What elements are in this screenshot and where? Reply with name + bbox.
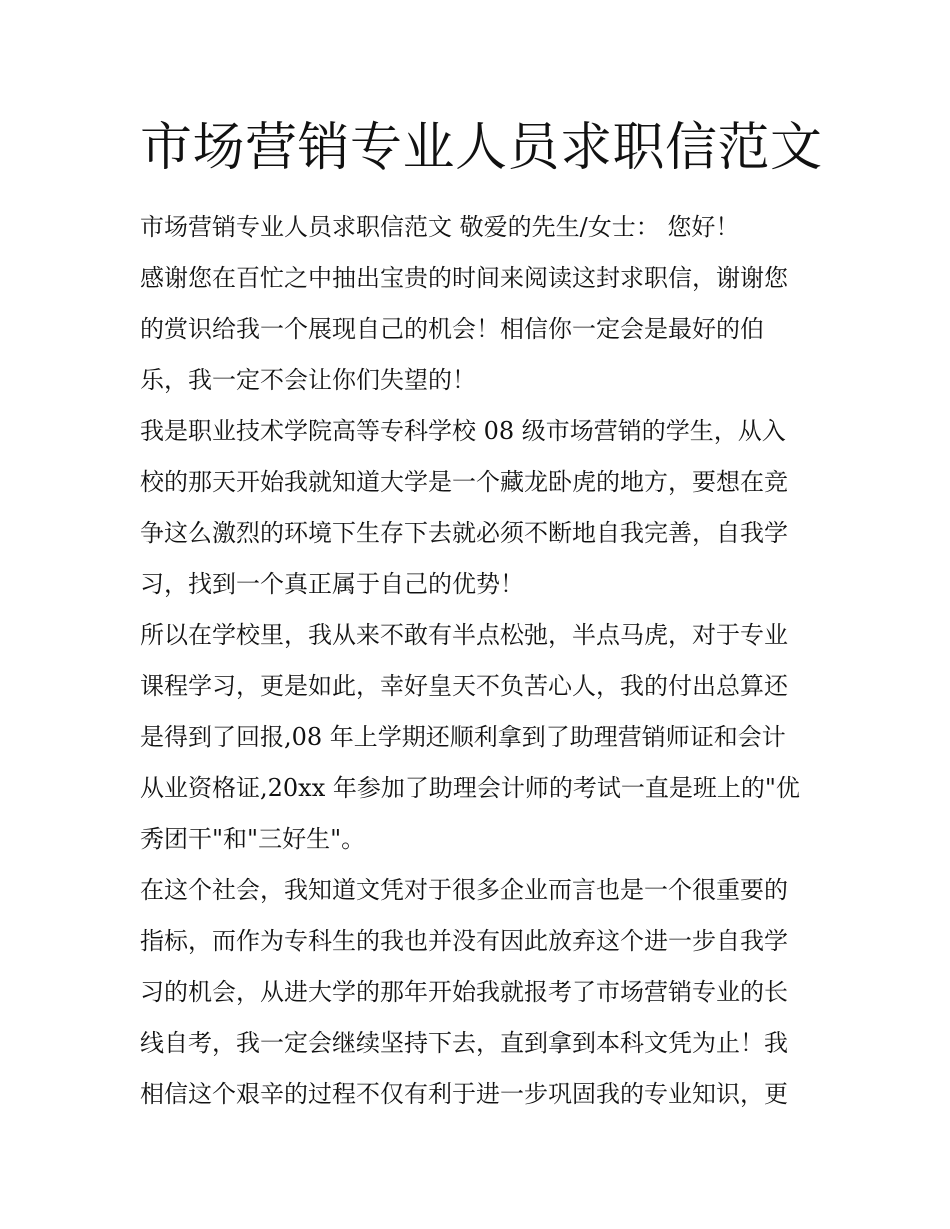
body-line: 习的机会，从进大学的那年开始我就报考了市场营销专业的长 [140,978,788,1006]
body-line: 所以在学校里，我从来不敢有半点松弛，半点马虎，对于专业 [140,621,788,649]
body-line: 市场营销专业人员求职信范文 敬爱的先生/女士： 您好！ [140,213,740,241]
body-line: 线自考，我一定会继续坚持下去，直到拿到本科文凭为止！我 [140,1029,788,1057]
body-line: 在这个社会，我知道文凭对于很多企业而言也是一个很重要的 [140,876,788,904]
document-body [140,202,820,1120]
body-line: 的赏识给我一个展现自己的机会！相信你一定会是最好的伯 [140,315,764,343]
body-line: 乐，我一定不会让你们失望的！ [140,366,476,394]
body-line: 从业资格证,20xx 年参加了助理会计师的考试一直是班上的"优 [140,774,800,802]
body-line: 习，找到一个真正属于自己的优势！ [140,570,524,598]
body-line: 我是职业技术学院高等专科学校 08 级市场营销的学生，从入 [140,417,786,445]
body-line: 是得到了回报,08 年上学期还顺利拿到了助理营销师证和会计 [140,723,786,751]
body-line: 相信这个艰辛的过程不仅有利于进一步巩固我的专业知识，更 [140,1080,788,1108]
body-line: 感谢您在百忙之中抽出宝贵的时间来阅读这封求职信，谢谢您 [140,264,788,292]
document-title: 市场营销专业人员求职信范文 [140,118,823,178]
body-line: 争这么激烈的环境下生存下去就必须不断地自我完善，自我学 [140,519,788,547]
body-line: 指标，而作为专科生的我也并没有因此放弃这个进一步自我学 [140,927,788,955]
body-line: 校的那天开始我就知道大学是一个藏龙卧虎的地方，要想在竞 [140,468,788,496]
body-line: 秀团干"和"三好生"。 [140,825,366,853]
body-line: 课程学习，更是如此，幸好皇天不负苦心人，我的付出总算还 [140,672,788,700]
